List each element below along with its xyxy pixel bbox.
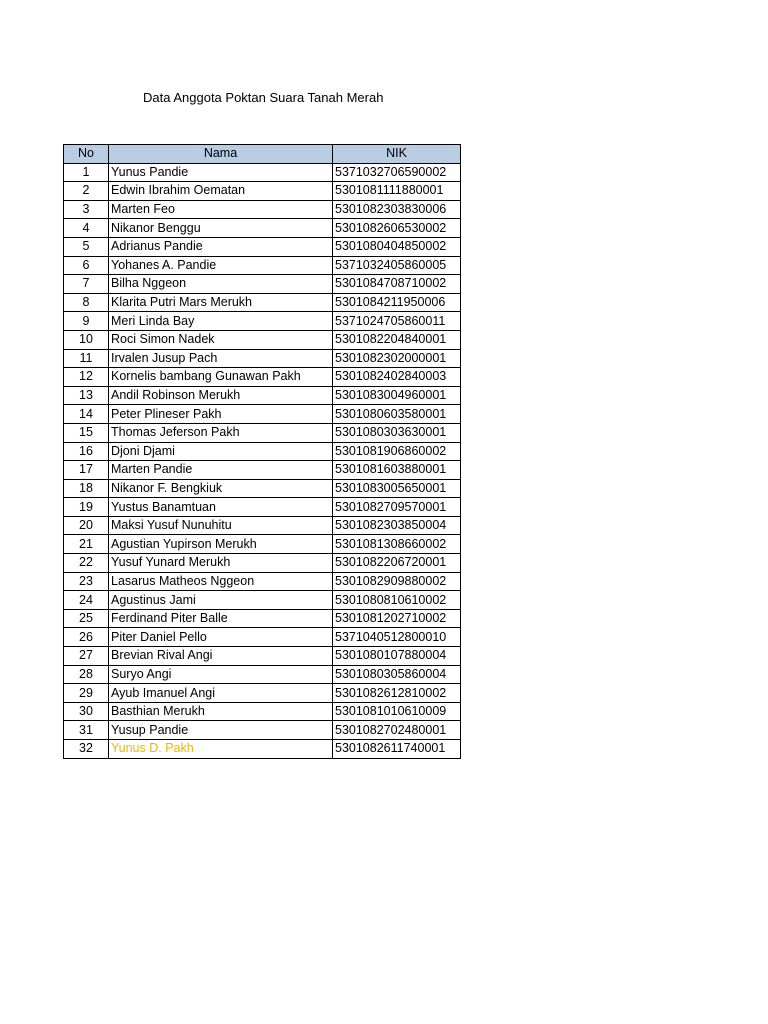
cell-nik: 5301082204840001 [333, 330, 461, 349]
cell-no: 15 [64, 423, 109, 442]
cell-nik: 5301084708710002 [333, 275, 461, 294]
cell-nama: Yohanes A. Pandie [109, 256, 333, 275]
table-row [64, 368, 461, 387]
cell-nama: Adrianus Pandie [109, 237, 333, 256]
cell-nama: Piter Daniel Pello [109, 628, 333, 647]
cell-nama: Thomas Jeferson Pakh [109, 423, 333, 442]
table-row [64, 256, 461, 275]
cell-no: 1 [64, 163, 109, 182]
cell-nama: Ayub Imanuel Angi [109, 684, 333, 703]
cell-no: 8 [64, 293, 109, 312]
cell-nik: 5301080810610002 [333, 591, 461, 610]
cell-nama: Yunus Pandie [109, 163, 333, 182]
table-row [64, 498, 461, 517]
table-row [64, 349, 461, 368]
table-row [64, 721, 461, 740]
cell-nama: Roci Simon Nadek [109, 330, 333, 349]
cell-nama: Maksi Yusuf Nunuhitu [109, 516, 333, 535]
table-row [64, 163, 461, 182]
cell-no: 13 [64, 386, 109, 405]
cell-no: 23 [64, 572, 109, 591]
cell-nama: Ferdinand Piter Balle [109, 609, 333, 628]
table-row [64, 591, 461, 610]
cell-nik: 5301081111880001 [333, 182, 461, 201]
cell-nik: 5301081010610009 [333, 702, 461, 721]
cell-no: 11 [64, 349, 109, 368]
cell-no: 7 [64, 275, 109, 294]
cell-nama: Andil Robinson Merukh [109, 386, 333, 405]
table-row [64, 237, 461, 256]
cell-nik: 5301082606530002 [333, 219, 461, 238]
cell-nama: Suryo Angi [109, 665, 333, 684]
table-row [64, 182, 461, 201]
cell-no: 10 [64, 330, 109, 349]
cell-nama: Yusuf Yunard Merukh [109, 554, 333, 573]
cell-nama: Djoni Djami [109, 442, 333, 461]
cell-nik: 5301081202710002 [333, 609, 461, 628]
cell-no: 18 [64, 479, 109, 498]
cell-nama: Klarita Putri Mars Merukh [109, 293, 333, 312]
table-row [64, 628, 461, 647]
cell-nama: Yustus Banamtuan [109, 498, 333, 517]
cell-no: 21 [64, 535, 109, 554]
cell-nik: 5301081603880001 [333, 461, 461, 480]
cell-nama: Kornelis bambang Gunawan Pakh [109, 368, 333, 387]
table-row [64, 386, 461, 405]
cell-no: 22 [64, 554, 109, 573]
cell-nama: Irvalen Jusup Pach [109, 349, 333, 368]
cell-no: 19 [64, 498, 109, 517]
cell-nama: Edwin Ibrahim Oematan [109, 182, 333, 201]
cell-nama: Bilha Nggeon [109, 275, 333, 294]
cell-nama: Marten Feo [109, 200, 333, 219]
cell-no: 14 [64, 405, 109, 424]
table-body [64, 163, 461, 758]
table-row [64, 684, 461, 703]
cell-nik: 5301080107880004 [333, 647, 461, 666]
cell-nik: 5301082303830006 [333, 200, 461, 219]
cell-nama: Marten Pandie [109, 461, 333, 480]
cell-nik: 5301082612810002 [333, 684, 461, 703]
cell-nama: Agustinus Jami [109, 591, 333, 610]
cell-no: 30 [64, 702, 109, 721]
cell-nik: 5301080303630001 [333, 423, 461, 442]
table-row [64, 609, 461, 628]
cell-nama: Peter Plineser Pakh [109, 405, 333, 424]
cell-nik: 5371032706590002 [333, 163, 461, 182]
cell-no: 25 [64, 609, 109, 628]
cell-no: 17 [64, 461, 109, 480]
table-row [64, 200, 461, 219]
cell-nama: Yusup Pandie [109, 721, 333, 740]
table-row [64, 647, 461, 666]
table-row [64, 312, 461, 331]
cell-nik: 5301082709570001 [333, 498, 461, 517]
cell-nik: 5301083004960001 [333, 386, 461, 405]
cell-nik: 5301081308660002 [333, 535, 461, 554]
cell-no: 16 [64, 442, 109, 461]
cell-no: 9 [64, 312, 109, 331]
cell-nik: 5371040512800010 [333, 628, 461, 647]
cell-no: 31 [64, 721, 109, 740]
header-nama: Nama [109, 145, 333, 164]
table-row [64, 293, 461, 312]
table-row [64, 665, 461, 684]
table-row [64, 461, 461, 480]
cell-nama: Yunus D. Pakh [109, 740, 333, 759]
cell-nik: 5301081906860002 [333, 442, 461, 461]
cell-nik: 5301080305860004 [333, 665, 461, 684]
cell-nik: 5301082402840003 [333, 368, 461, 387]
cell-no: 26 [64, 628, 109, 647]
document-title: Data Anggota Poktan Suara Tanah Merah [143, 90, 384, 105]
cell-nik: 5301080603580001 [333, 405, 461, 424]
header-no: No [64, 145, 109, 164]
cell-no: 20 [64, 516, 109, 535]
cell-nama: Nikanor F. Bengkiuk [109, 479, 333, 498]
cell-no: 28 [64, 665, 109, 684]
cell-nama: Lasarus Matheos Nggeon [109, 572, 333, 591]
cell-nik: 5301082611740001 [333, 740, 461, 759]
header-nik: NIK [333, 145, 461, 164]
table-row [64, 740, 461, 759]
cell-nik: 5301083005650001 [333, 479, 461, 498]
table-header-row [64, 145, 461, 164]
table-row [64, 405, 461, 424]
table-row [64, 219, 461, 238]
cell-no: 32 [64, 740, 109, 759]
cell-nama: Meri Linda Bay [109, 312, 333, 331]
table-row [64, 330, 461, 349]
table-row [64, 442, 461, 461]
cell-no: 12 [64, 368, 109, 387]
table-row [64, 423, 461, 442]
cell-nik: 5301080404850002 [333, 237, 461, 256]
cell-no: 5 [64, 237, 109, 256]
cell-nama: Basthian Merukh [109, 702, 333, 721]
cell-nik: 5301082302000001 [333, 349, 461, 368]
cell-no: 6 [64, 256, 109, 275]
cell-nik: 5301082702480001 [333, 721, 461, 740]
cell-no: 27 [64, 647, 109, 666]
table-row [64, 572, 461, 591]
cell-nik: 5371024705860011 [333, 312, 461, 331]
cell-no: 24 [64, 591, 109, 610]
cell-nama: Brevian Rival Angi [109, 647, 333, 666]
table-row [64, 516, 461, 535]
table-row [64, 702, 461, 721]
cell-nama: Nikanor Benggu [109, 219, 333, 238]
table-row [64, 479, 461, 498]
table-row [64, 275, 461, 294]
table-row [64, 535, 461, 554]
cell-nik: 5301084211950006 [333, 293, 461, 312]
table-row [64, 554, 461, 573]
cell-no: 2 [64, 182, 109, 201]
cell-nik: 5371032405860005 [333, 256, 461, 275]
cell-nik: 5301082303850004 [333, 516, 461, 535]
cell-no: 29 [64, 684, 109, 703]
cell-no: 4 [64, 219, 109, 238]
member-table [63, 144, 461, 759]
cell-no: 3 [64, 200, 109, 219]
cell-nik: 5301082206720001 [333, 554, 461, 573]
cell-nama: Agustian Yupirson Merukh [109, 535, 333, 554]
cell-nik: 5301082909880002 [333, 572, 461, 591]
